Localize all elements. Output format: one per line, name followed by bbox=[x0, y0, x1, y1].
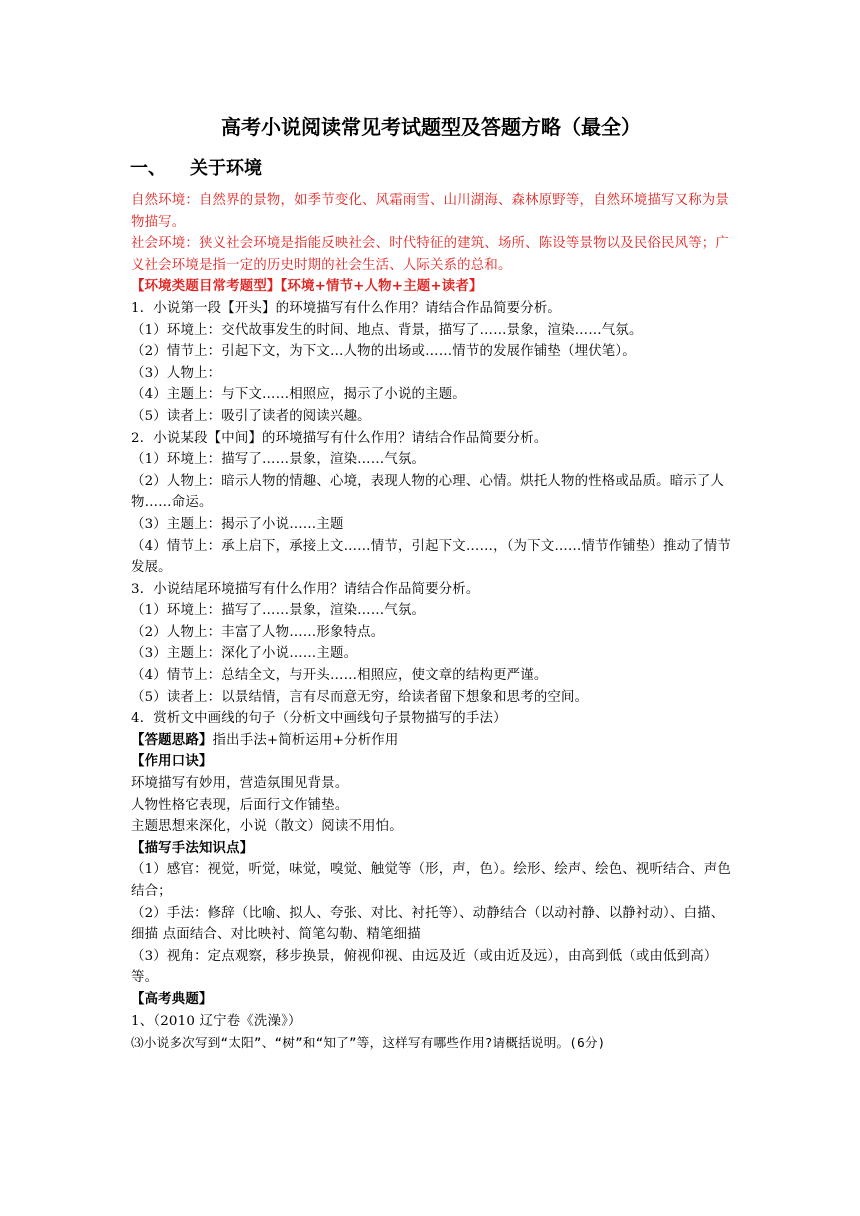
answer-thinking-label: 【答题思路】 bbox=[131, 732, 213, 748]
methods-heading: 【描写手法知识点】 bbox=[131, 840, 254, 856]
question-4: 4．赏析文中画线的句子（分析文中画线句子景物描写的手法） bbox=[131, 711, 507, 727]
answer-line: （3）人物上： bbox=[131, 365, 222, 381]
answer-line: （1）环境上：描写了……景象，渲染……气氛。 bbox=[131, 452, 426, 468]
answer-line: （1）环境上：交代故事发生的时间、地点、背景，描写了……景象，渲染……气氛。 bbox=[131, 322, 643, 338]
social-environment-def: 社会环境：狭义社会环境是指能反映社会、时代特征的建筑、场所、陈设等景物以及民俗民风等；广义社会环境是指一定的历史时期的社会生活、人际关系的总和。 bbox=[131, 236, 729, 273]
answer-line: （4）情节上：总结全文，与开头……相照应，使文章的结构更严谨。 bbox=[131, 668, 548, 684]
answer-line: （4）主题上：与下文……相照应，揭示了小说的主题。 bbox=[131, 387, 466, 403]
answer-line: （5）读者上：以景结情，言有尽而意无穷，给读者留下想象和思考的空间。 bbox=[131, 689, 589, 705]
section-heading bbox=[130, 156, 731, 182]
answer-line: （2）情节上：引起下文，为下文…人物的出场或……情节的发展作铺垫（埋伏笔）。 bbox=[131, 344, 636, 360]
answer-line: （4）情节上：承上启下，承接上文……情节，引起下文……，（为下文……情节作铺垫）推动了情节发展。 bbox=[131, 538, 732, 576]
method-line: （1）感官：视觉，听觉，味觉，嗅觉、触觉等（形，声，色）。绘形、绘声、绘色、视听结合、声色结合； bbox=[131, 862, 732, 899]
document-title: 高考小说阅读常见考试题型及答题方略（最全） bbox=[221, 115, 641, 139]
answer-thinking bbox=[131, 730, 731, 752]
answer-line: （3）主题上：深化了小说……主题。 bbox=[131, 646, 358, 662]
rhyme-line: 环境描写有妙用，营造氛围见背景。 bbox=[131, 776, 349, 792]
answer-line: （5）读者上：吸引了读者的阅读兴趣。 bbox=[131, 408, 371, 424]
answer-line: （2）人物上：暗示人物的情趣、心境，表现人物的心理、心情。烘托人物的性格或品质。暗示了人物……命运。 bbox=[131, 473, 725, 511]
answer-thinking-text: 指出手法+简析运用+分析作用 bbox=[212, 732, 399, 748]
answer-line: （1）环境上：描写了……景象，渲染……气氛。 bbox=[131, 603, 426, 619]
answer-line: （2）人物上：丰富了人物……形象特点。 bbox=[131, 624, 385, 640]
method-line: （3）视角：定点观察，移步换景，俯视仰视、由远及近（或由近及远），由高到低（或由低到高）等。 bbox=[131, 948, 718, 986]
rhyme-line: 主题思想来深化，小说（散文）阅读不用怕。 bbox=[131, 819, 403, 835]
question-2: 2．小说某段【中间】的环境描写有什么作用？请结合作品简要分析。 bbox=[131, 430, 548, 446]
section-number: 一、 bbox=[130, 158, 166, 179]
section-label: 关于环境 bbox=[190, 158, 262, 179]
exam-heading: 【高考典题】 bbox=[131, 991, 213, 1007]
natural-environment-def: 自然环境：自然界的景物，如季节变化、风霜雨雪、山川湖海、森林原野等，自然环境描写又称为景物描写。 bbox=[131, 193, 729, 230]
exam-item: 1、（2010 辽宁卷《洗澡》） bbox=[131, 1013, 302, 1029]
exam-question: ⑶小说多次写到“太阳”、“树”和“知了”等，这样写有哪些作用?请概括说明。(6分) bbox=[131, 1035, 606, 1051]
question-types-heading: 【环境类题目常考题型】【环境+情节+人物+主题+读者】 bbox=[131, 279, 483, 295]
method-line: （2）手法：修辞（比喻、拟人、夸张、对比、衬托等）、动静结合（以动衬静、以静衬动）、白描、细描 点面结合、对比映衬、简笔勾勒、精笔细描 bbox=[131, 905, 725, 943]
question-1: 1．小说第一段【开头】的环境描写有什么作用？请结合作品简要分析。 bbox=[131, 300, 562, 316]
rhyme-heading: 【作用口诀】 bbox=[131, 754, 213, 770]
question-3: 3．小说结尾环境描写有什么作用？请结合作品简要分析。 bbox=[131, 581, 480, 597]
answer-line: （3）主题上：揭示了小说……主题 bbox=[131, 516, 344, 532]
document-page bbox=[131, 112, 731, 1054]
rhyme-line: 人物性格它表现，后面行文作铺垫。 bbox=[131, 797, 349, 813]
